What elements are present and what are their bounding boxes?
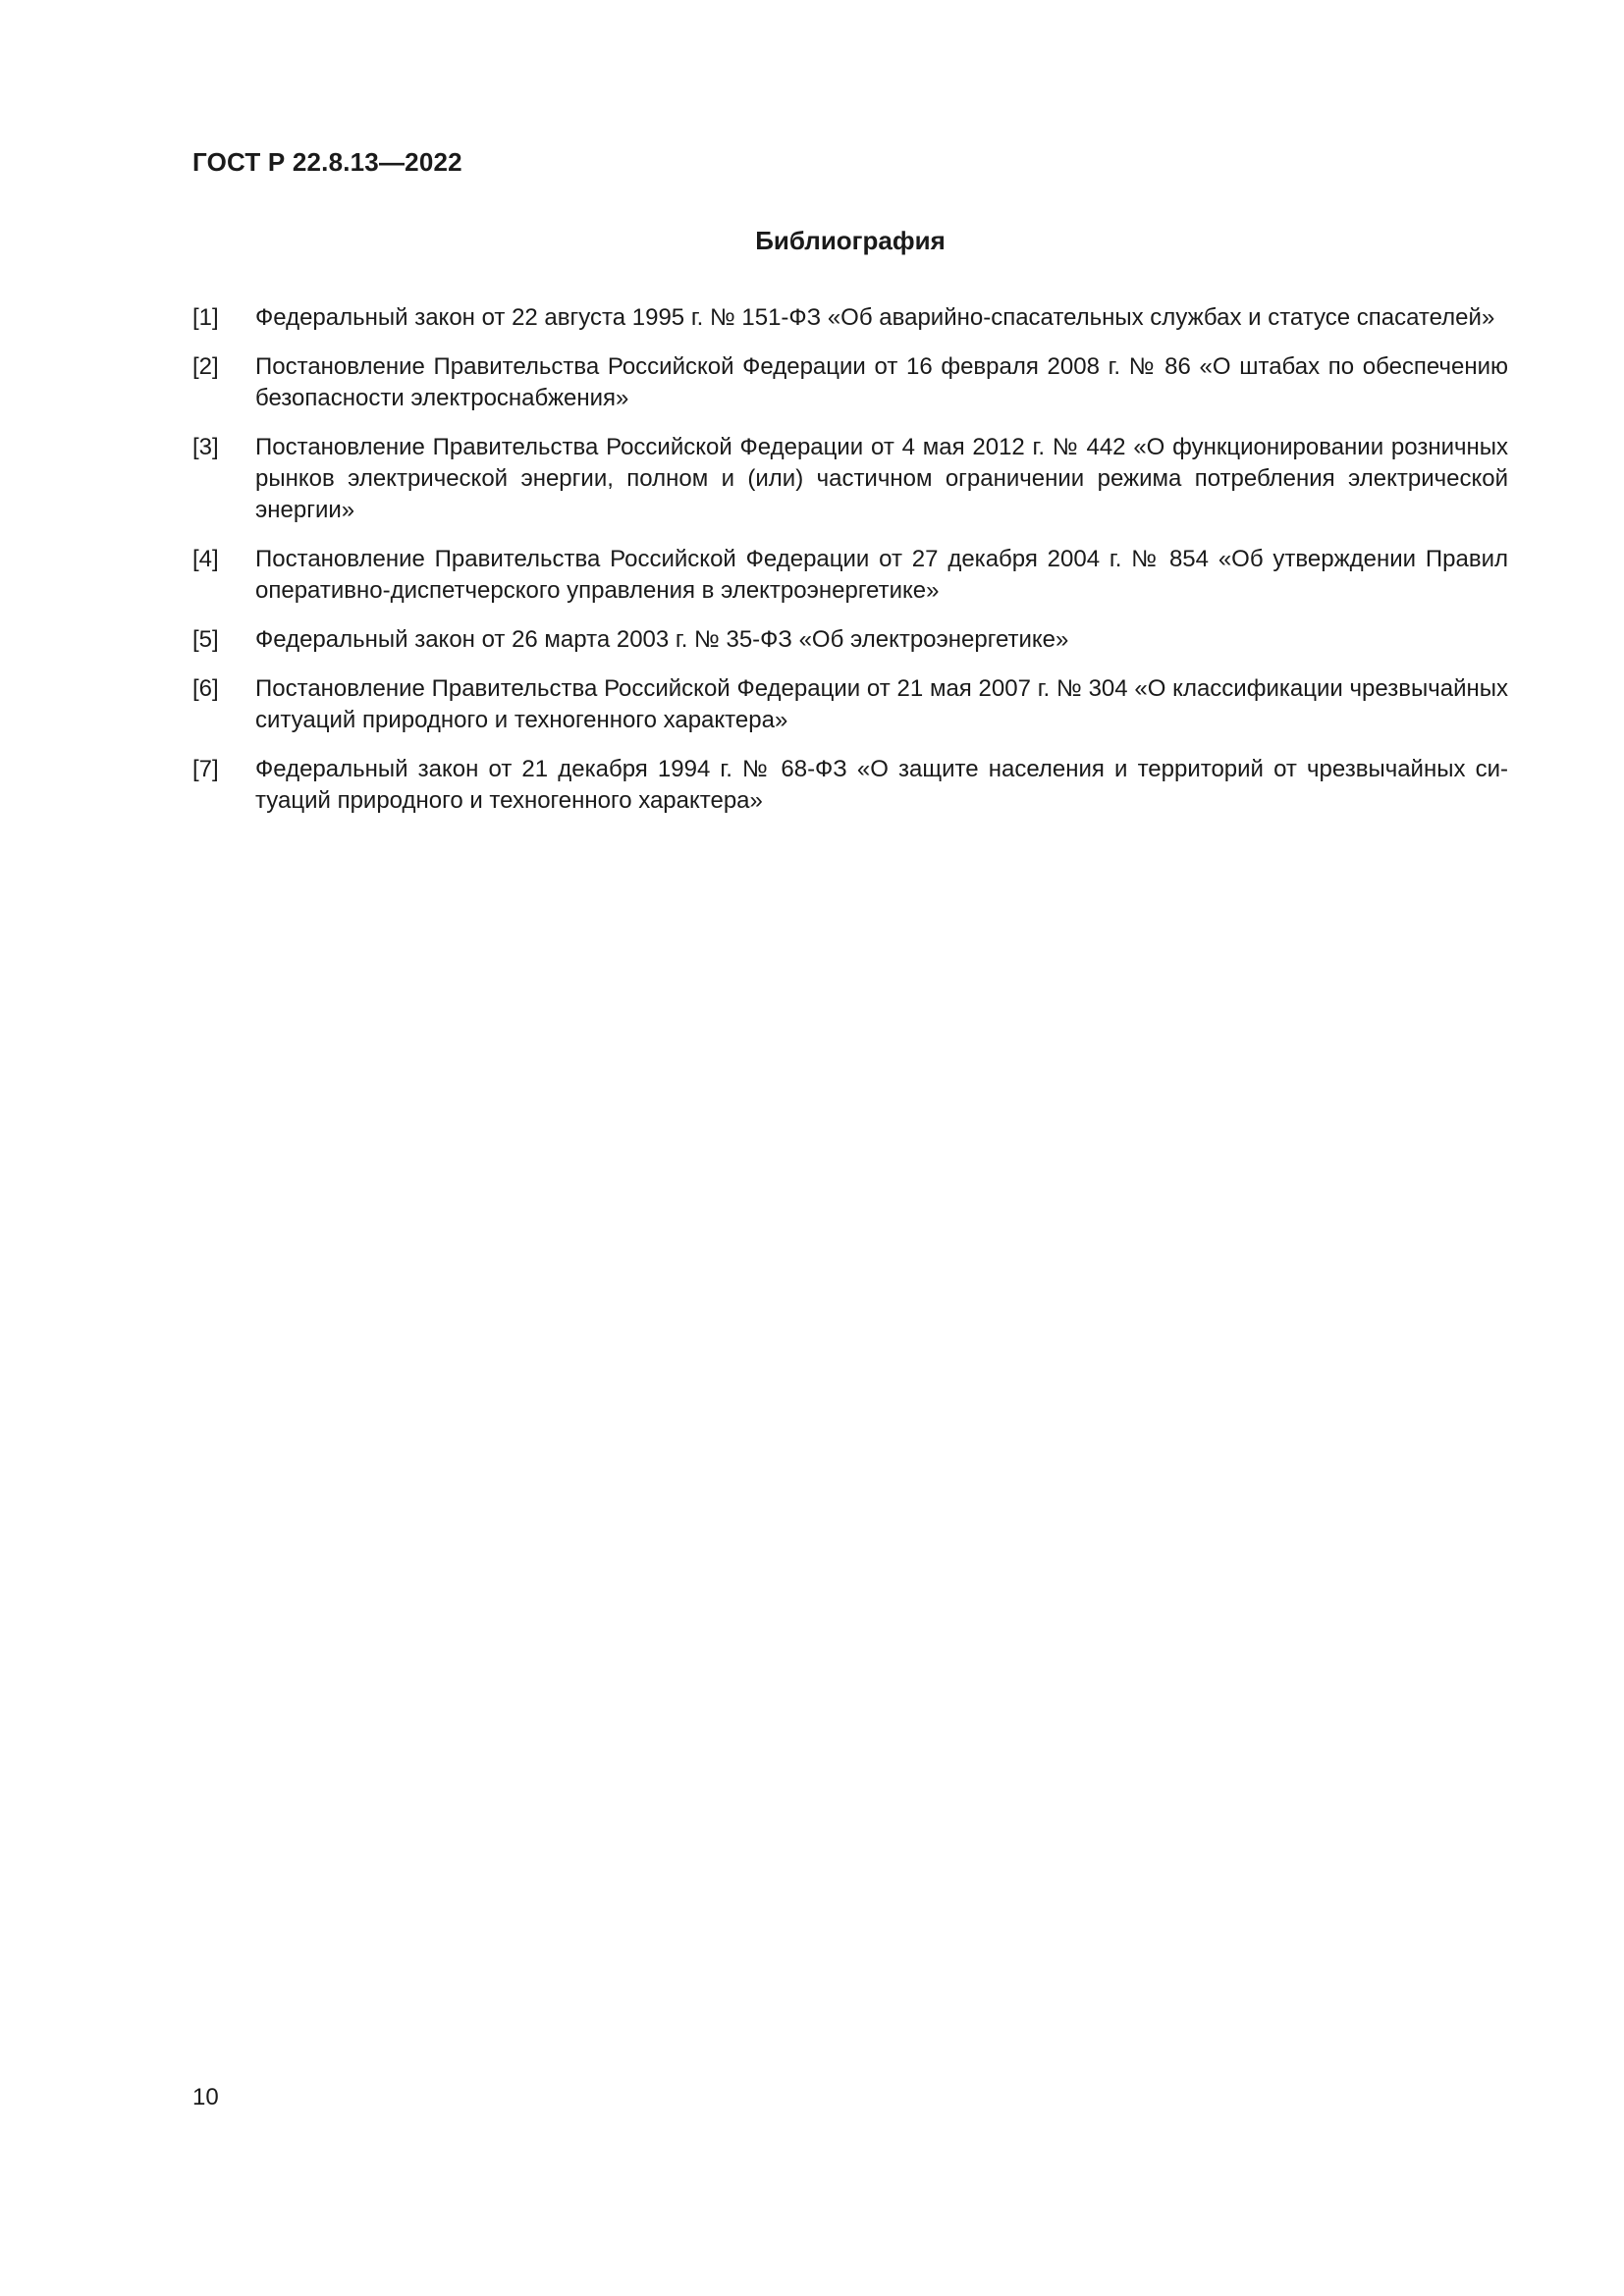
reference-text: Федеральный закон от 21 декабря 1994 г. № 68-ФЗ «О защите населения и территорий от чрезвычайных ситуаций природного и техногенного характера» <box>255 756 1508 814</box>
bibliography-entry <box>192 754 1508 817</box>
bibliography-entry <box>192 544 1508 607</box>
bibliography-title: Библиография <box>755 226 946 255</box>
bibliography-entry <box>192 673 1508 736</box>
reference-text: Федеральный закон от 26 марта 2003 г. № 35-ФЗ «Об электроэнергетике» <box>255 626 1069 653</box>
reference-number: [5] <box>192 626 219 653</box>
reference-text: Постановление Правительства Российской Федерации от 27 декабря 2004 г. № 854 «Об утверждении Правил оперативно-диспетчерского управления в электроэнергетике» <box>255 546 1508 604</box>
reference-number: [6] <box>192 675 219 702</box>
reference-number: [7] <box>192 756 219 782</box>
bibliography-entry <box>192 302 1508 334</box>
reference-text: Федеральный закон от 22 августа 1995 г. № 151-ФЗ «Об аварийно-спасательных службах и статусе спасателей» <box>255 304 1495 331</box>
bibliography-entry <box>192 624 1508 656</box>
bibliography-entry <box>192 432 1508 526</box>
reference-number: [2] <box>192 353 219 380</box>
bibliography-list <box>192 302 1508 834</box>
reference-text: Постановление Правительства Российской Федерации от 16 февраля 2008 г. № 86 «О штабах по обеспечению безопасности электроснабжения» <box>255 353 1508 411</box>
reference-number: [1] <box>192 304 219 331</box>
reference-number: [3] <box>192 434 219 460</box>
reference-number: [4] <box>192 546 219 572</box>
bibliography-entry <box>192 351 1508 414</box>
reference-text: Постановление Правительства Российской Федерации от 4 мая 2012 г. № 442 «О функционировании розничных рынков электрической энергии, полном и (или) частичном ограничении режима потребления электрической энергии» <box>255 434 1508 523</box>
document-code: ГОСТ Р 22.8.13—2022 <box>192 147 462 177</box>
reference-text: Постановление Правительства Российской Федерации от 21 мая 2007 г. № 304 «О классификации чрезвычайных ситуаций природного и техногенного характера» <box>255 675 1508 733</box>
page-number: 10 <box>192 2084 219 2110</box>
